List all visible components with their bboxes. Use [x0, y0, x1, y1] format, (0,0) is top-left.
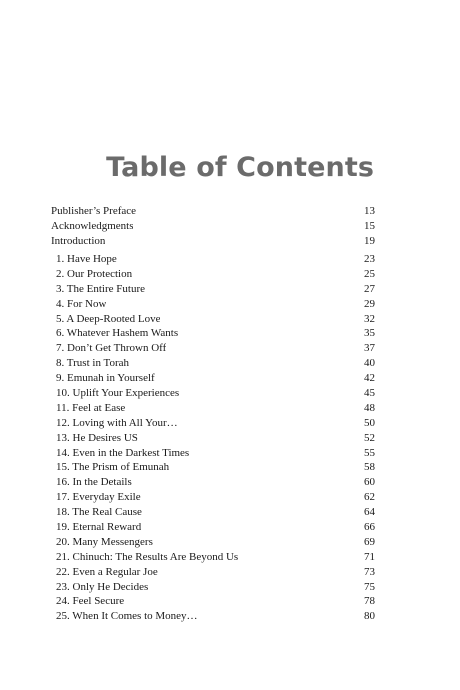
chapter-entry [51, 386, 375, 401]
chapter-entry [51, 282, 375, 297]
entry-page-number: 71 [364, 550, 375, 563]
front-matter-entry [51, 219, 375, 234]
entry-page-number: 75 [364, 580, 375, 593]
entry-page-number: 78 [364, 595, 375, 608]
entry-page-number: 42 [364, 372, 375, 385]
entry-page-number: 50 [364, 416, 375, 429]
entry-title: 2. Our Protection [56, 267, 133, 280]
chapter-entry [51, 401, 375, 416]
entry-page-number: 48 [364, 401, 375, 414]
entry-page-number: 64 [364, 506, 375, 519]
page-title: Table of Contents [106, 152, 374, 184]
front-matter-list [51, 204, 375, 249]
entry-page-number: 19 [364, 234, 375, 247]
entry-title: 17. Everyday Exile [56, 491, 141, 504]
entry-page-number: 58 [364, 461, 375, 474]
chapter-entry [51, 312, 375, 327]
entry-page-number: 23 [364, 253, 375, 265]
entry-page-number: 13 [364, 205, 375, 217]
entry-title: Publisher’s Preface [51, 205, 137, 217]
entry-title: 19. Eternal Reward [56, 521, 142, 534]
chapter-entry [51, 326, 375, 341]
entry-title: 15. The Prism of Emunah [56, 461, 170, 474]
entry-page-number: 52 [364, 431, 375, 444]
chapter-entry [51, 371, 375, 386]
entry-page-number: 55 [364, 446, 375, 459]
chapter-entry [51, 535, 375, 550]
entry-title: 25. When It Comes to Money… [56, 610, 198, 623]
entry-title: 23. Only He Decides [56, 580, 149, 593]
entry-title: 8. Trust in Torah [56, 357, 129, 370]
chapter-entry [51, 520, 375, 535]
chapter-entry [51, 446, 375, 461]
entry-page-number: 32 [364, 312, 375, 325]
entry-title: 7. Don’t Get Thrown Off [56, 342, 167, 355]
chapter-entry [51, 460, 375, 475]
entry-page-number: 60 [364, 476, 375, 489]
chapter-entry [51, 580, 375, 595]
entry-title: 5. A Deep-Rooted Love [56, 312, 161, 325]
entry-page-number: 66 [364, 521, 375, 534]
entry-title: 18. The Real Cause [56, 506, 142, 519]
entry-title: 24. Feel Secure [56, 595, 125, 608]
entry-title: 11. Feel at Ease [56, 401, 126, 414]
chapter-entry [51, 475, 375, 490]
entry-page-number: 40 [364, 357, 375, 370]
entry-page-number: 69 [364, 535, 375, 548]
entry-title: Introduction [51, 234, 106, 247]
chapter-entry [51, 341, 375, 356]
entry-title: 6. Whatever Hashem Wants [56, 327, 179, 340]
chapter-entry [51, 356, 375, 371]
entry-title: 16. In the Details [56, 476, 132, 489]
entry-title: 13. He Desires US [56, 431, 138, 444]
front-matter-entry [51, 234, 375, 249]
entry-page-number: 35 [364, 327, 375, 340]
chapter-entry [51, 550, 375, 565]
entry-title: 3. The Entire Future [56, 282, 145, 295]
entry-title: 21. Chinuch: The Results Are Beyond Us [56, 550, 239, 563]
chapter-entry [51, 416, 375, 431]
entry-page-number: 37 [364, 342, 375, 355]
chapter-entry [51, 609, 375, 624]
chapter-entry [51, 252, 375, 267]
entry-title: 22. Even a Regular Joe [56, 565, 158, 578]
chapter-entry [51, 594, 375, 609]
entry-title: 12. Loving with All Your… [56, 416, 178, 429]
chapter-entry [51, 267, 375, 282]
chapter-entry [51, 431, 375, 446]
entry-page-number: 73 [364, 565, 375, 578]
entry-page-number: 62 [364, 491, 375, 504]
entry-title: 14. Even in the Darkest Times [56, 446, 190, 459]
entry-title: 4. For Now [56, 297, 107, 310]
entry-title: 20. Many Messengers [56, 535, 153, 548]
chapter-list [51, 252, 375, 624]
entry-page-number: 80 [364, 610, 375, 623]
chapter-entry [51, 565, 375, 580]
entry-title: 1. Have Hope [56, 253, 117, 265]
front-matter-entry [51, 204, 375, 219]
entry-title: 10. Uplift Your Experiences [56, 387, 180, 400]
chapter-entry [51, 297, 375, 312]
entry-page-number: 15 [364, 219, 375, 232]
entry-page-number: 29 [364, 297, 375, 310]
entry-page-number: 25 [364, 267, 375, 280]
chapter-entry [51, 490, 375, 505]
chapter-entry [51, 505, 375, 520]
entry-title: Acknowledgments [51, 219, 134, 232]
entry-page-number: 27 [364, 282, 375, 295]
entry-title: 9. Emunah in Yourself [56, 372, 155, 385]
entry-page-number: 45 [364, 387, 375, 400]
